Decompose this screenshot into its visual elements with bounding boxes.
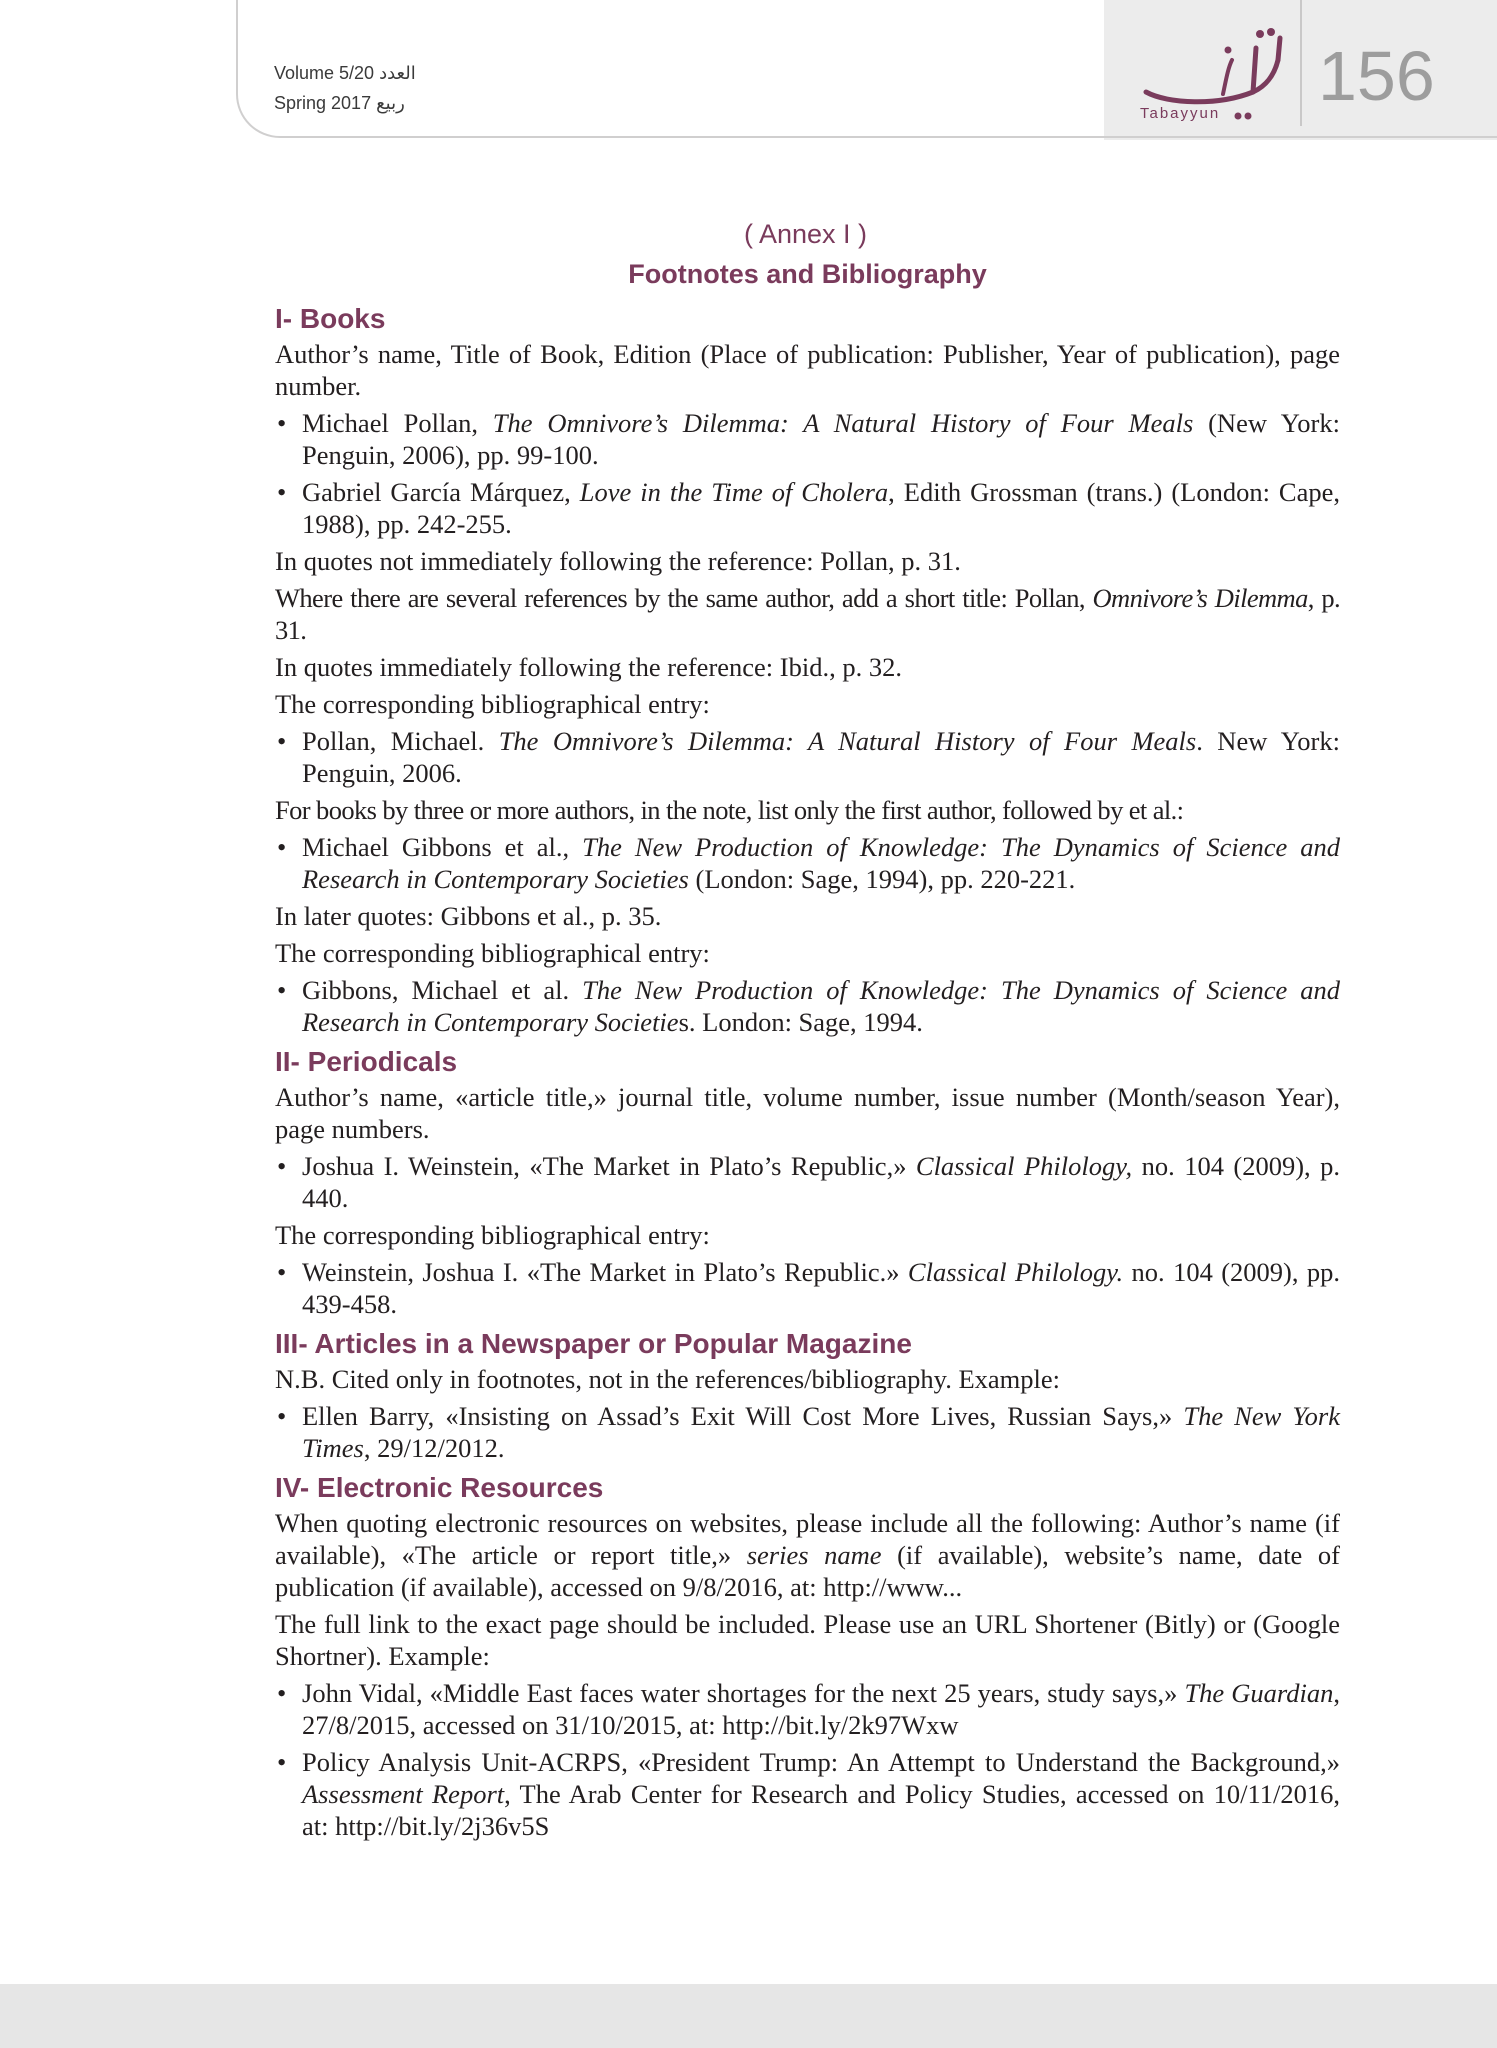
volume-info bbox=[274, 58, 416, 118]
citation-text: no. 104 (2009), pp. 439-458. bbox=[302, 1257, 1340, 1319]
citation-text: , The Arab Center for Research and Policy Studies, accessed on 10/11/2016, at: http://bit.ly/2j36v5S bbox=[302, 1779, 1340, 1841]
section-heading-articles: III- Articles in a Newspaper or Popular Magazine bbox=[275, 1328, 912, 1359]
periodicals-bibliography bbox=[275, 1256, 1340, 1320]
books-not-immediate: In quotes not immediately following the reference: Pollan, p. 31. bbox=[275, 546, 961, 576]
citation-text: , 29/12/2012. bbox=[363, 1433, 505, 1463]
footer-band bbox=[0, 1984, 1497, 2048]
periodicals-format: Author’s name, «article title,» journal title, volume number, issue number (Month/season Year), page numbers. bbox=[275, 1082, 1340, 1144]
list-item bbox=[275, 476, 1340, 540]
header-divider bbox=[1300, 0, 1302, 126]
logo-text: Tabayyun bbox=[1140, 105, 1221, 122]
page-title: Footnotes and Bibliography bbox=[628, 259, 987, 289]
volume-line: Volume 5/20 العدد bbox=[274, 63, 416, 83]
series-name: series name bbox=[746, 1540, 882, 1570]
citation-title: The Guardian bbox=[1184, 1678, 1334, 1708]
books-bibliography-1 bbox=[275, 725, 1340, 789]
books-corresponding-1: The corresponding bibliographical entry: bbox=[275, 689, 710, 719]
citation-text: Michael Gibbons et al., bbox=[302, 832, 583, 862]
list-item bbox=[275, 1400, 1340, 1464]
short-title: Omnivore’s Dilemma bbox=[1092, 583, 1308, 613]
citation-text: Michael Pollan, bbox=[302, 408, 493, 438]
citation-text: Gibbons, Michael et al. bbox=[302, 975, 583, 1005]
citation-text: , 27/8/2015, accessed on 31/10/2015, at: http://bit.ly/2k97Wxw bbox=[302, 1678, 1340, 1740]
books-examples bbox=[275, 407, 1340, 540]
books-bibliography-2 bbox=[275, 974, 1340, 1038]
electronic-examples bbox=[275, 1677, 1340, 1842]
citation-title: Classical Philology. bbox=[907, 1257, 1124, 1287]
books-corresponding-2: The corresponding bibliographical entry: bbox=[275, 938, 710, 968]
periodicals-corresponding: The corresponding bibliographical entry: bbox=[275, 1220, 710, 1250]
articles-note: N.B. Cited only in footnotes, not in the references/bibliography. Example: bbox=[275, 1364, 1061, 1394]
books-three-authors: For books by three or more authors, in the note, list only the first author, followed by et al.: bbox=[275, 795, 1184, 825]
citation-text: Weinstein, Joshua I. «The Market in Plato’s Republic.» bbox=[302, 1257, 908, 1287]
citation-title: Classical Philology, bbox=[915, 1151, 1133, 1181]
books-later-quotes: In later quotes: Gibbons et al., p. 35. bbox=[275, 901, 662, 931]
citation-text: , Edith Grossman (trans.) (London: Cape, 1988), pp. 242-255. bbox=[302, 477, 1340, 539]
citation-text: John Vidal, «Middle East faces water shortages for the next 25 years, study says,» bbox=[302, 1678, 1185, 1708]
periodicals-examples bbox=[275, 1150, 1340, 1214]
paragraph-text: , p. 31. bbox=[275, 583, 1341, 645]
citation-title: The Omnivore’s Dilemma: A Natural History of Four Meals bbox=[498, 726, 1197, 756]
list-item bbox=[275, 1256, 1340, 1320]
citation-text: (New York: Penguin, 2006), pp. 99-100. bbox=[302, 408, 1340, 470]
paragraph-text: Where there are several references by the same author, add a short title: Pollan, bbox=[275, 583, 1093, 613]
books-several-refs bbox=[275, 582, 1340, 646]
list-item bbox=[275, 1746, 1340, 1842]
citation-text: . New York: Penguin, 2006. bbox=[302, 726, 1340, 788]
books-examples-2 bbox=[275, 831, 1340, 895]
page-number: 156 bbox=[1318, 37, 1435, 115]
paragraph-text: (if available), website’s name, date of publication (if available), accessed on 9/8/2016, at: http://www... bbox=[275, 1540, 1340, 1602]
list-item bbox=[275, 407, 1340, 471]
citation-title: Assessment Report bbox=[302, 1779, 505, 1809]
list-item bbox=[275, 1150, 1340, 1214]
citation-text: Joshua I. Weinstein, «The Market in Plato’s Republic,» bbox=[302, 1151, 916, 1181]
document-body bbox=[275, 214, 1340, 1847]
list-item bbox=[275, 831, 1340, 895]
paragraph-text: When quoting electronic resources on websites, please include all the following: Author’s name (if available), «The article or report title,» bbox=[275, 1508, 1340, 1570]
citation-title: The New Production of Knowledge: The Dynamics of Science and Research in Contemporary Societies bbox=[302, 832, 1340, 894]
citation-text: s. London: Sage, 1994. bbox=[678, 1007, 923, 1037]
citation-title: The New Production of Knowledge: The Dynamics of Science and Research in Contemporary Societie bbox=[302, 975, 1340, 1037]
citation-text: Ellen Barry, «Insisting on Assad’s Exit Will Cost More Lives, Russian Says,» bbox=[302, 1401, 1184, 1431]
section-heading-periodicals: II- Periodicals bbox=[275, 1046, 458, 1077]
list-item bbox=[275, 974, 1340, 1038]
citation-text: (London: Sage, 1994), pp. 220-221. bbox=[688, 864, 1076, 894]
annex-label: ( Annex I ) bbox=[743, 219, 868, 249]
electronic-link-note: The full link to the exact page should be included. Please use an URL Shortener (Bitly) or (Google Shortner). Example: bbox=[275, 1609, 1340, 1671]
citation-text: Policy Analysis Unit-ACRPS, «President Trump: An Attempt to Understand the Background,» bbox=[302, 1747, 1340, 1777]
books-format: Author’s name, Title of Book, Edition (Place of publication: Publisher, Year of publication), page number. bbox=[275, 339, 1340, 401]
books-immediate: In quotes immediately following the reference: Ibid., p. 32. bbox=[275, 652, 902, 682]
citation-title: The New York Times bbox=[302, 1401, 1340, 1463]
citation-text: no. 104 (2009), p. 440. bbox=[302, 1151, 1340, 1213]
citation-title: The Omnivore’s Dilemma: A Natural History of Four Meals bbox=[492, 408, 1194, 438]
list-item bbox=[275, 1677, 1340, 1741]
section-heading-electronic: IV- Electronic Resources bbox=[275, 1472, 604, 1503]
season-line: Spring 2017 ربيع bbox=[274, 93, 405, 113]
citation-text: Pollan, Michael. bbox=[302, 726, 499, 756]
section-heading-books: I- Books bbox=[275, 303, 386, 334]
citation-title: Love in the Time of Cholera bbox=[579, 477, 889, 507]
electronic-format bbox=[275, 1507, 1340, 1603]
articles-examples bbox=[275, 1400, 1340, 1464]
list-item bbox=[275, 725, 1340, 789]
header-frame bbox=[236, 0, 1497, 138]
citation-text: Gabriel García Márquez, bbox=[302, 477, 580, 507]
